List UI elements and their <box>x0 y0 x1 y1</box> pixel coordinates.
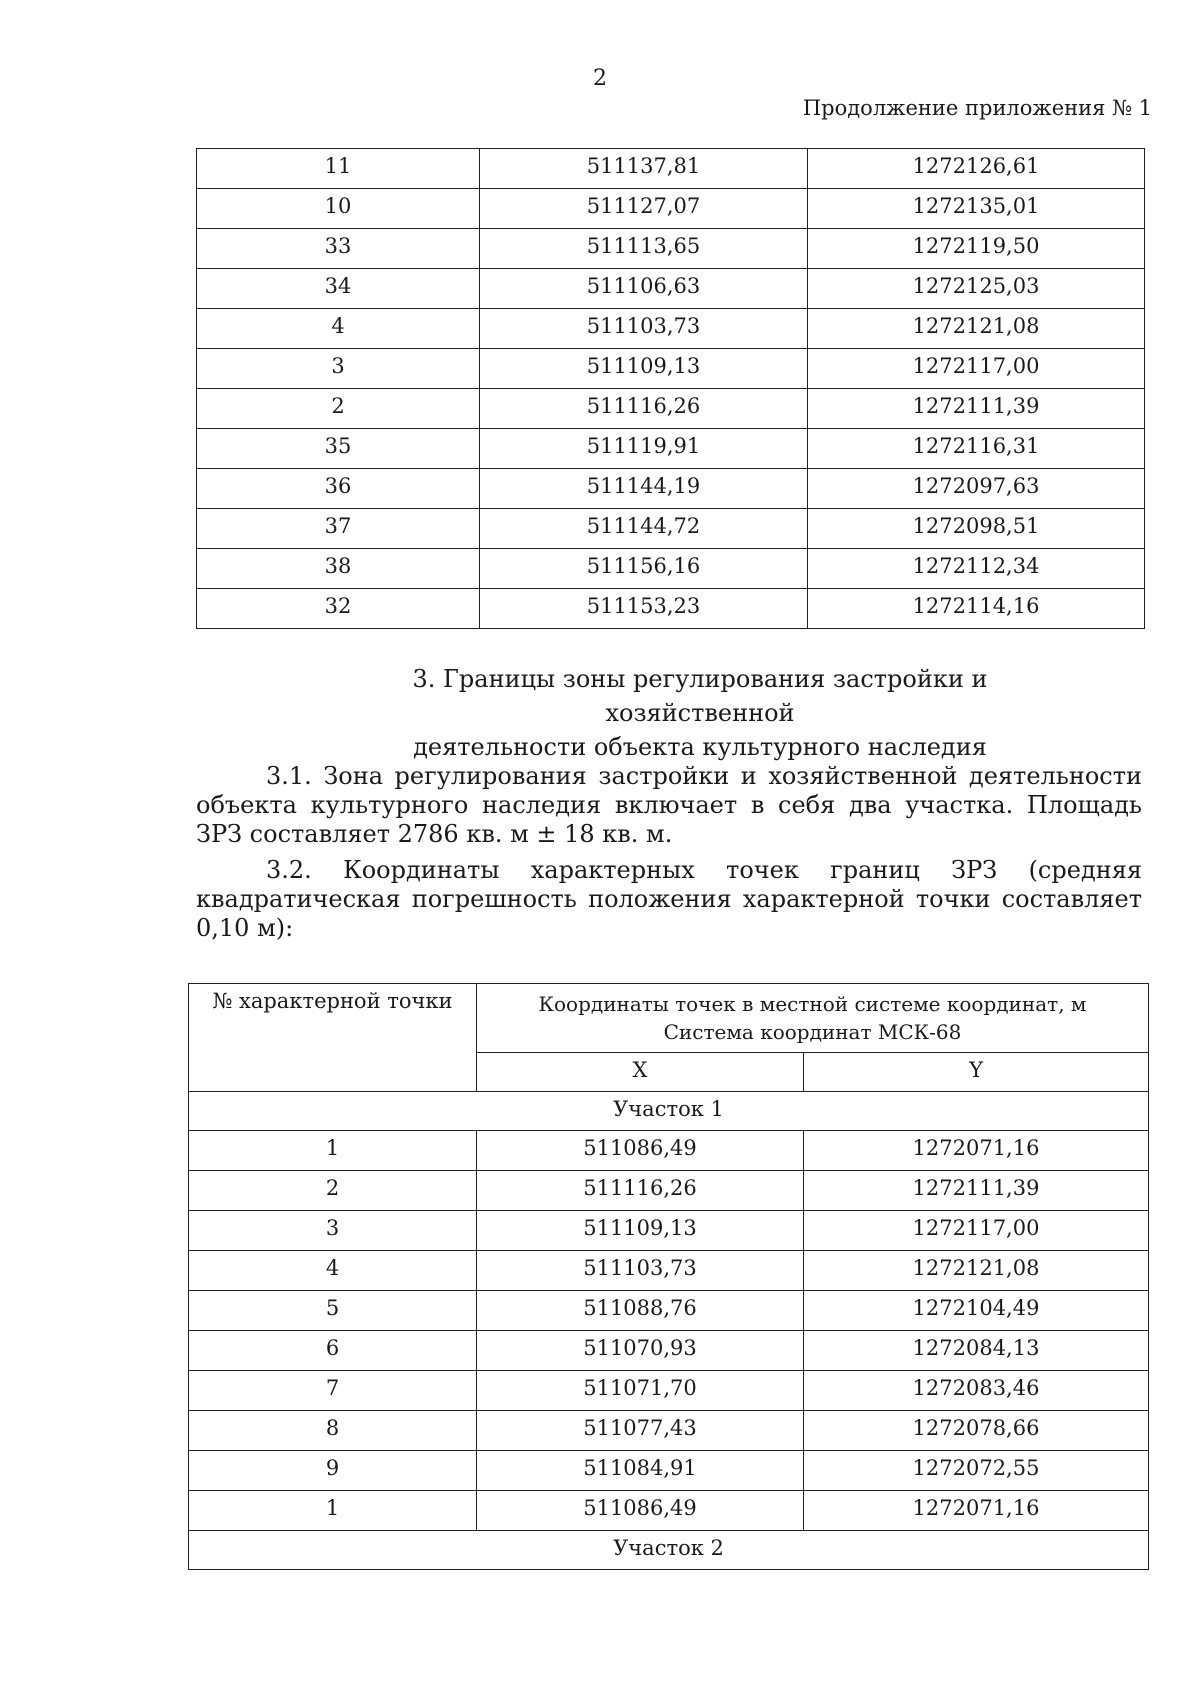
header-y: Y <box>804 1053 1149 1092</box>
y-coordinate-cell: 1272071,16 <box>804 1131 1149 1171</box>
table-row <box>189 1451 1149 1491</box>
x-coordinate-cell: 511156,16 <box>480 549 808 589</box>
x-coordinate-cell: 511113,65 <box>480 229 808 269</box>
zrz-coordinates-table <box>188 983 1149 1570</box>
y-coordinate-cell: 1272104,49 <box>804 1291 1149 1331</box>
point-number-cell: 2 <box>189 1171 477 1211</box>
table-row <box>197 149 1145 189</box>
header-coordinates-line1: Координаты точек в местной системе координат, м <box>538 992 1087 1016</box>
paragraph-3-1 <box>196 762 1142 849</box>
point-number-cell: 35 <box>197 429 480 469</box>
point-number-cell: 2 <box>197 389 480 429</box>
table-row <box>197 589 1145 629</box>
table-row <box>189 1411 1149 1451</box>
point-number-cell: 4 <box>189 1251 477 1291</box>
point-number-cell: 1 <box>189 1131 477 1171</box>
point-number-cell: 33 <box>197 229 480 269</box>
y-coordinate-cell: 1272126,61 <box>808 149 1145 189</box>
x-coordinate-cell: 511103,73 <box>480 309 808 349</box>
point-number-cell: 1 <box>189 1491 477 1531</box>
table-row <box>197 509 1145 549</box>
x-coordinate-cell: 511103,73 <box>477 1251 804 1291</box>
table-row <box>189 1251 1149 1291</box>
table-row <box>189 1211 1149 1251</box>
y-coordinate-cell: 1272114,16 <box>808 589 1145 629</box>
table-row <box>197 549 1145 589</box>
y-coordinate-cell: 1272117,00 <box>804 1211 1149 1251</box>
point-number-cell: 34 <box>197 269 480 309</box>
y-coordinate-cell: 1272097,63 <box>808 469 1145 509</box>
table-row <box>197 309 1145 349</box>
table-row <box>197 469 1145 509</box>
x-coordinate-cell: 511109,13 <box>477 1211 804 1251</box>
y-coordinate-cell: 1272071,16 <box>804 1491 1149 1531</box>
x-coordinate-cell: 511070,93 <box>477 1331 804 1371</box>
point-number-cell: 7 <box>189 1371 477 1411</box>
y-coordinate-cell: 1272112,34 <box>808 549 1145 589</box>
point-number-cell: 3 <box>189 1211 477 1251</box>
y-coordinate-cell: 1272072,55 <box>804 1451 1149 1491</box>
page-number: 2 <box>593 66 607 91</box>
point-number-cell: 32 <box>197 589 480 629</box>
y-coordinate-cell: 1272116,31 <box>808 429 1145 469</box>
y-coordinate-cell: 1272121,08 <box>804 1251 1149 1291</box>
y-coordinate-cell: 1272078,66 <box>804 1411 1149 1451</box>
table-row <box>197 229 1145 269</box>
table-row <box>189 1331 1149 1371</box>
point-number-cell: 11 <box>197 149 480 189</box>
paragraph-3-1-text: 3.1. Зона регулирования застройки и хозяйственной деятельности объекта культурного наследия включает в себя два участка. Площадь ЗРЗ составляет 2786 кв. м ± 18 кв. м. <box>196 762 1142 848</box>
table-row <box>197 429 1145 469</box>
y-coordinate-cell: 1272084,13 <box>804 1331 1149 1371</box>
x-coordinate-cell: 511071,70 <box>477 1371 804 1411</box>
x-coordinate-cell: 511116,26 <box>480 389 808 429</box>
point-number-cell: 36 <box>197 469 480 509</box>
y-coordinate-cell: 1272111,39 <box>804 1171 1149 1211</box>
x-coordinate-cell: 511127,07 <box>480 189 808 229</box>
x-coordinate-cell: 511088,76 <box>477 1291 804 1331</box>
point-number-cell: 8 <box>189 1411 477 1451</box>
point-number-cell: 9 <box>189 1451 477 1491</box>
section-title <box>330 662 1070 764</box>
point-number-cell: 5 <box>189 1291 477 1331</box>
section-title-line1: 3. Границы зоны регулирования застройки и хозяйственной <box>412 665 988 727</box>
x-coordinate-cell: 511116,26 <box>477 1171 804 1211</box>
point-number-cell: 3 <box>197 349 480 389</box>
header-point-number: № характерной точки <box>189 984 477 1092</box>
point-number-cell: 4 <box>197 309 480 349</box>
table-header-row <box>189 984 1149 1053</box>
y-coordinate-cell: 1272125,03 <box>808 269 1145 309</box>
table-row <box>189 1491 1149 1531</box>
y-coordinate-cell: 1272098,51 <box>808 509 1145 549</box>
appendix-note: Продолжение приложения № 1 <box>802 96 1152 120</box>
table-row <box>197 349 1145 389</box>
paragraph-3-2 <box>196 856 1142 943</box>
table-row <box>189 1171 1149 1211</box>
table-row <box>197 269 1145 309</box>
y-coordinate-cell: 1272111,39 <box>808 389 1145 429</box>
y-coordinate-cell: 1272083,46 <box>804 1371 1149 1411</box>
continuation-coordinates-table <box>196 148 1145 629</box>
x-coordinate-cell: 511119,91 <box>480 429 808 469</box>
x-coordinate-cell: 511077,43 <box>477 1411 804 1451</box>
section-title-line2: деятельности объекта культурного наследия <box>413 733 987 761</box>
point-number-cell: 6 <box>189 1331 477 1371</box>
plot2-label: Участок 2 <box>189 1531 1149 1570</box>
point-number-cell: 37 <box>197 509 480 549</box>
y-coordinate-cell: 1272117,00 <box>808 349 1145 389</box>
plot2-row <box>189 1531 1149 1570</box>
table-row <box>197 389 1145 429</box>
table-row <box>189 1291 1149 1331</box>
point-number-cell: 10 <box>197 189 480 229</box>
x-coordinate-cell: 511086,49 <box>477 1491 804 1531</box>
paragraph-3-2-text: 3.2. Координаты характерных точек границ ЗРЗ (средняя квадратическая погрешность положения характерной точки составляет 0,10 м): <box>196 856 1142 942</box>
table-row <box>197 189 1145 229</box>
table-row <box>189 1371 1149 1411</box>
y-coordinate-cell: 1272119,50 <box>808 229 1145 269</box>
y-coordinate-cell: 1272121,08 <box>808 309 1145 349</box>
x-coordinate-cell: 511144,19 <box>480 469 808 509</box>
x-coordinate-cell: 511106,63 <box>480 269 808 309</box>
header-x: X <box>477 1053 804 1092</box>
header-coordinates-line2: Система координат МСК-68 <box>663 1020 962 1044</box>
x-coordinate-cell: 511086,49 <box>477 1131 804 1171</box>
x-coordinate-cell: 511144,72 <box>480 509 808 549</box>
y-coordinate-cell: 1272135,01 <box>808 189 1145 229</box>
x-coordinate-cell: 511084,91 <box>477 1451 804 1491</box>
table-row <box>189 1131 1149 1171</box>
plot1-label: Участок 1 <box>189 1092 1149 1131</box>
header-coordinates <box>477 984 1149 1053</box>
plot1-row <box>189 1092 1149 1131</box>
x-coordinate-cell: 511137,81 <box>480 149 808 189</box>
x-coordinate-cell: 511153,23 <box>480 589 808 629</box>
point-number-cell: 38 <box>197 549 480 589</box>
x-coordinate-cell: 511109,13 <box>480 349 808 389</box>
